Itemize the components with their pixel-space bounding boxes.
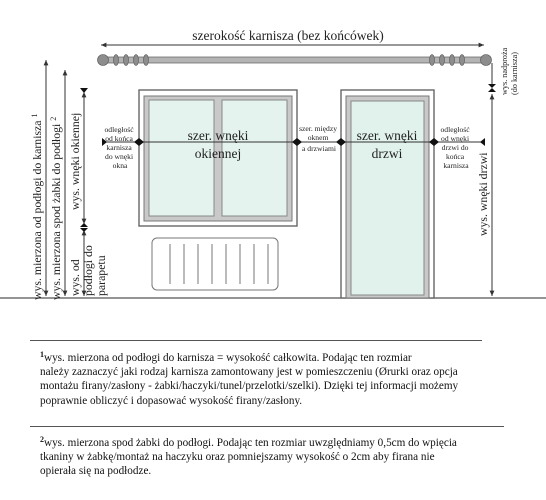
window-width-label-line2: okiennej [194,146,242,161]
niche-top-tick [80,88,88,93]
radiator [152,238,278,290]
footnote-1-line-3: montażu firany/zasłony - żabki/haczyki/tunel/przelotki/szelki). Dzięki tej informacji możemy [40,380,459,393]
sill-joint-tick [80,223,88,232]
between-window-door-label: szer. między oknem a drzwiami [299,124,338,153]
footnote-1 [40,348,540,408]
lintel-ticks [488,84,496,92]
height-hooks-label: wys. mierzona spod żabki do podłogi$^2$ [49,116,63,300]
curtain-rod [98,55,492,66]
rod-width-label: szerokość karnisza (bez końcówek) [192,28,384,43]
footnote-2-line-3: opierała się na podłodze. [40,465,152,478]
footnote-1-line-1: $^1$wys. mierzona od podłogi do karnisza = wysokość całkowita. Podając ten rozmiar [40,350,412,364]
footnotes [0,340,546,500]
window-niche-height-label: wys. wnęki okiennej [68,112,82,210]
footnote-divider-1 [30,340,482,341]
window-width-label-line1: szer. wnęki [187,128,249,143]
footnote-1-line-4: poprawnie obliczyć i dopasować wysokość firany/zasłony. [40,394,303,407]
door-niche-height-label: wys. wnęki drzwi [476,152,490,236]
lintel-height-label: wys. nadproża (do karnisza) [500,47,519,95]
door-width-label-line2: drzwi [371,146,403,161]
footnote-2-line-1: $^2$wys. mierzona spod żabki do podłogi. Podając ten rozmiar uwzględniamy 0,5cm do wpięcia [40,435,457,449]
footnote-2 [40,433,530,479]
height-rod-label: wys. mierzona od podłogi do karnisza$^1$ [30,113,44,300]
right-distance-label: odległość od wnęki drzwi do końca karnisza [440,125,470,170]
left-distance-label: odległość od końca karnisza do wnęki okna [104,125,134,170]
footnote-divider-2 [30,426,504,427]
sill-height-label: wys. od podłogi do parapetu [68,245,108,296]
footnote-1-line-2: należy zaznaczyć jaki rodzaj karnisza zamontowany jest w pomieszczeniu (Ørurki oraz opcja [40,366,458,379]
footnote-2-line-2: tkaniny w żabkę/montaż na haczyku oraz pomniejszamy wysokość o 2cm aby firana nie [40,451,435,464]
door-width-label-line1: szer. wnęki [356,128,418,143]
door [341,90,434,298]
